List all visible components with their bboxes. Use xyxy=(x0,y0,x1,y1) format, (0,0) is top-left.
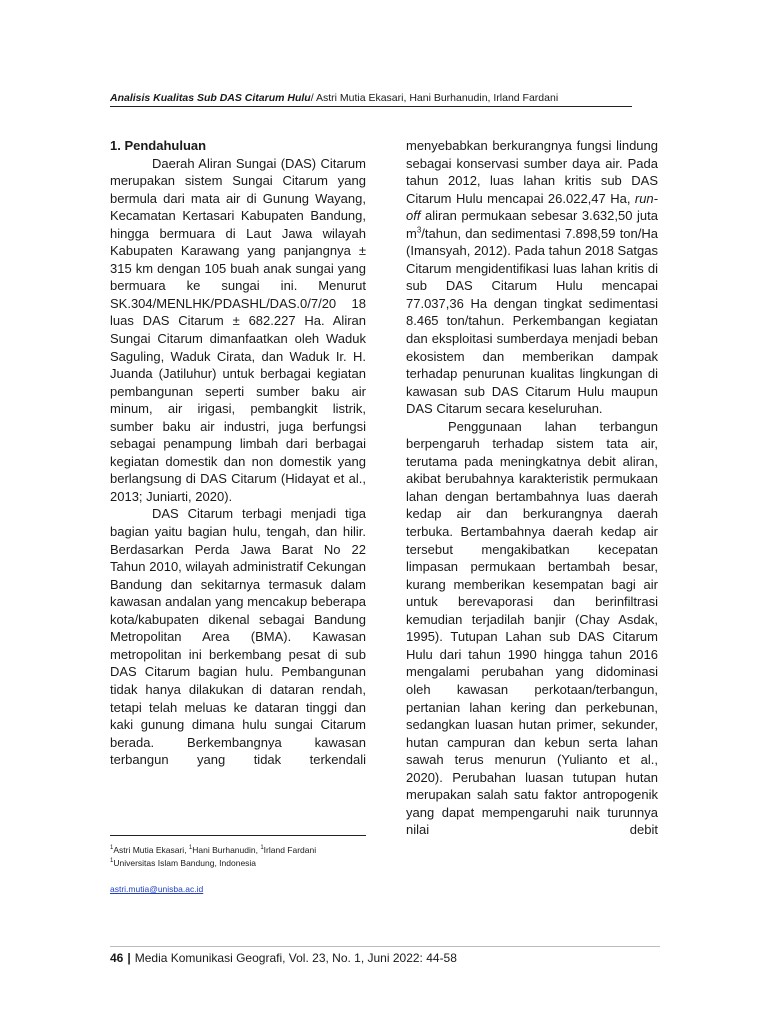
right-p1-text-c: /tahun, dan sedimentasi 7.898,59 ton/Ha (Imansyah, 2012). Pada tahun 2018 Satgas Citarum mengidentifikasi luas lahan kritis di sub DAS Citarum Hulu mencapai 77.037,36 Ha dengan tingkat sedimentasi 8.465 ton/tahun. Perkembangan kegiatan dan eksploitasi sumberdaya menjadi beban ekosistem dan memberikan dampak terhadap penurunan kualitas lingkungan di kawasan sub DAS Citarum Hulu maupun DAS Citarum secara keseluruhan. xyxy=(406,225,658,417)
header-title: Analisis Kualitas Sub DAS Citarum Hulu xyxy=(110,92,311,104)
footnote-rule xyxy=(110,835,366,836)
page-number: 46 xyxy=(110,951,124,965)
author-footnote xyxy=(110,844,366,857)
right-p1-text-b: aliran permukaan sebesar 3.632,50 juta m xyxy=(406,208,658,241)
runoff-term: run-off xyxy=(406,190,658,224)
right-column xyxy=(406,137,658,839)
footer-rule xyxy=(110,946,660,947)
left-paragraph-1: Daerah Aliran Sungai (DAS) Citarum merupakan sistem Sungai Citarum yang bermula dari mata air di Gunung Wayang, Kecamatan Kertasari Kabupaten Bandung, hingga bermuara di Laut Jawa wilayah Kabupaten Karawang yang panjangnya ± 315 km dengan 105 buah anak sungai yang bermuara ke sungai ini. Menurut SK.304/MENLHK/PDASHL/DAS.0/7/20 18 luas DAS Citarum ± 682.227 Ha. Aliran Sungai Citarum dimanfaatkan oleh Waduk Saguling, Waduk Cirata, dan Waduk Ir. H. Juanda (Jatiluhur) untuk berbagai kegiatan pembangunan seperti sumber baku air minum, air irigasi, pembangkit listrik, sumber baku air industri, juga berfungsi sebagai penampung limbah dari berbagai kegiatan domestik dan non domestik yang berlangsung di DAS Citarum (Hidayat et al., 2013; Juniarti, 2020). xyxy=(110,155,366,504)
email-link[interactable]: astri.mutia@unisba.ac.id xyxy=(110,884,204,894)
header-authors: / Astri Mutia Ekasari, Hani Burhanudin, Irland Fardani xyxy=(310,92,559,104)
right-p1-text-a: menyebabkan berkurangnya fungsi lindung sebagai konservasi sumber daya air. Pada tahun 2012, luas lahan kritis sub DAS Citarum Hulu mencapai 26.022,47 Ha, xyxy=(406,138,658,206)
journal-citation: Media Komunikasi Geografi, Vol. 23, No. 1, Juni 2022: 44-58 xyxy=(134,951,457,965)
left-column xyxy=(110,137,366,769)
footnote-marker: 1 xyxy=(110,857,114,864)
footnote-marker: 1 xyxy=(110,845,114,852)
running-header xyxy=(110,91,632,105)
footnote-author-1: Astri Mutia Ekasari, xyxy=(113,845,189,855)
right-paragraph-2: Penggunaan lahan terbangun berpengaruh terhadap sistem tata air, terutama pada meningkatnya debit aliran, akibat berubahnya karakteristik permukaan lahan dengan bertambahnya luas daerah kedap air dan berkurangnya daerah terbuka. Bertambahnya daerah kedap air tersebut mengakibatkan kecepatan limpasan permukaan bertambah besar, kurang memberikan kesempatan bagi air untuk berevaporasi dan berinfiltrasi kemudian terjadilah banjir (Chay Asdak, 1995). Tutupan Lahan sub DAS Citarum Hulu dari tahun 1990 hingga tahun 2016 mengalami perubahan yang didominasi oleh kawasan perkotaan/terbangun, pertanian lahan kering dan perkebunan, sedangkan luasan hutan primer, sekunder, hutan campuran dan kebun serta lahan sawah terus menurun (Yulianto et al., 2020). Perubahan luasan tutupan hutan merupakan salah satu faktor antropogenik yang dapat mempengaruhi naik turunnya nilai debit xyxy=(406,418,658,838)
footer-separator: | xyxy=(127,951,131,965)
footnote-author-3: Irland Fardani xyxy=(263,845,317,855)
page-footer xyxy=(110,950,457,966)
left-paragraph-2: DAS Citarum terbagi menjadi tiga bagian yaitu bagian hulu, tengah, dan hilir. Berdasarkan Perda Jawa Barat No 22 Tahun 2010, wilayah administratif Cekungan Bandung dan sekitarnya termasuk dalam kawasan andalan yang mencakup beberapa kota/kabupaten dikenal sebagai Bandung Metropolitan Area (BMA). Kawasan metropolitan ini berkembang pesat di sub DAS Citarum bagian hulu. Pembangunan tidak hanya dilakukan di dataran rendah, tetapi telah meluas ke dataran tinggi dan kaki gunung dimana hulu sungai Citarum berada. Berkembangnya kawasan terbangun yang tidak terkendali xyxy=(110,506,366,768)
cubic-superscript: 3 xyxy=(416,225,422,235)
footnote-author-2: Hani Burhanudin, xyxy=(192,845,261,855)
affiliation-footnote xyxy=(110,857,366,870)
affiliation-text: Universitas Islam Bandung, Indonesia xyxy=(113,857,257,868)
footnotes xyxy=(110,844,366,896)
footnote-marker: 1 xyxy=(260,845,264,852)
footnote-marker: 1 xyxy=(188,845,193,852)
right-paragraph-1 xyxy=(406,137,658,418)
header-rule xyxy=(110,106,632,107)
section-title: 1. Pendahuluan xyxy=(110,138,207,153)
